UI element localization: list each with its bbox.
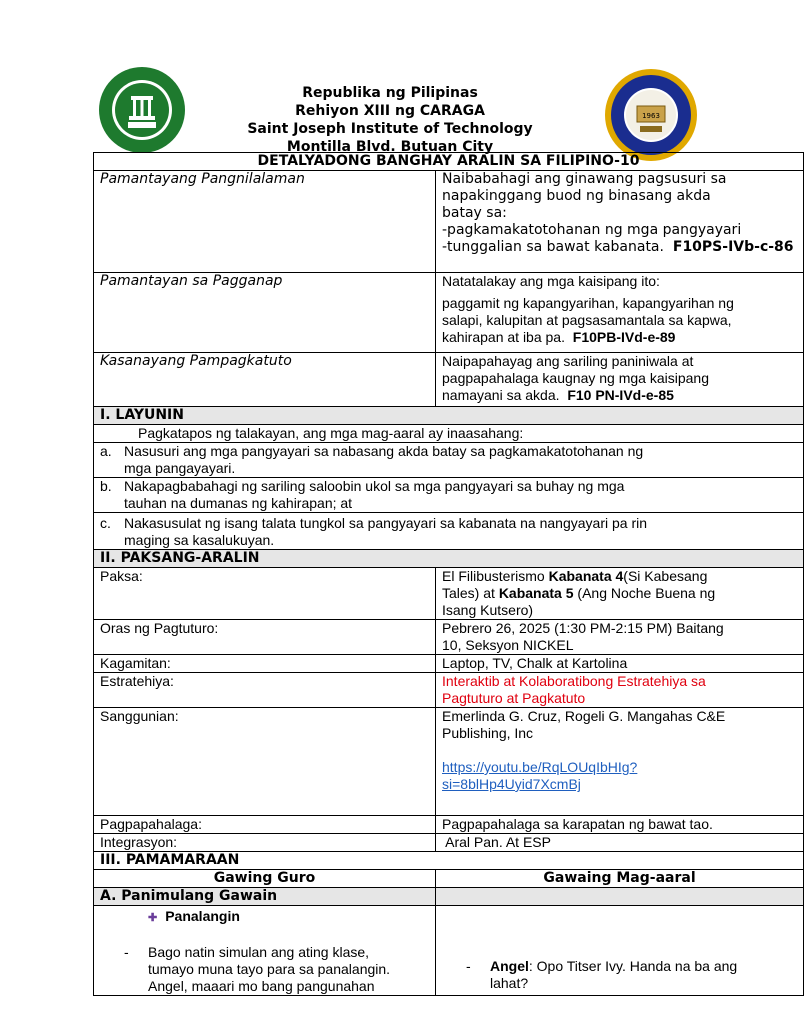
text-line: lahat? — [490, 975, 529, 991]
objective-row — [94, 513, 804, 550]
info-label: Estratehiya: — [94, 673, 436, 708]
document-title: DETALYADONG BANGHAY ARALIN SA FILIPINO-10 — [94, 153, 804, 171]
content-text: namayani sa akda. — [442, 387, 560, 403]
info-label: Kagamitan: — [94, 655, 436, 673]
school-seal-right-logo — [604, 68, 698, 162]
dash-bullet: - — [466, 958, 471, 974]
text-line: : Opo Titser Ivy. Handa na ba ang — [528, 958, 738, 974]
arrow-bullet-icon: ✚ — [148, 912, 158, 924]
title-row — [94, 153, 804, 171]
competency-code: F10PB-IVd-e-89 — [572, 329, 676, 345]
subsection-row — [94, 888, 804, 906]
standard-label: Pamantayang Pangnilalaman — [94, 171, 436, 273]
info-row — [94, 655, 804, 673]
info-text: Emerlinda G. Cruz, Rogeli G. Mangahas C&E — [442, 708, 726, 724]
standard-content — [436, 353, 804, 407]
info-text: (Ang Noche Buena ng — [573, 585, 716, 601]
info-text: Isang Kutsero) — [442, 602, 534, 618]
objective-text: tauhan na dumanas ng kahirapan; at — [124, 495, 353, 511]
info-value — [436, 673, 804, 708]
info-row — [94, 834, 804, 852]
info-row — [94, 673, 804, 708]
document-header — [240, 84, 540, 156]
info-text: Kabanata 4 — [548, 568, 624, 584]
list-marker: b. — [100, 478, 112, 494]
content-line: salapi, kalupitan at pagsasamantala sa kapwa, — [442, 312, 732, 328]
content-line: paggamit ng kapangyarihan, kapangyarihan ng — [442, 295, 734, 311]
standard-content — [436, 273, 804, 353]
info-row — [94, 816, 804, 834]
info-row — [94, 708, 804, 816]
header-line-3: Saint Joseph Institute of Technology — [247, 121, 533, 137]
standard-row — [94, 353, 804, 407]
svg-text:1963: 1963 — [642, 112, 660, 120]
list-marker: a. — [100, 443, 112, 459]
standard-label: Kasanayang Pampagkatuto — [94, 353, 436, 407]
dash-bullet: - — [124, 944, 129, 960]
magaaral-activity — [436, 906, 804, 996]
info-value: Aral Pan. At ESP — [436, 834, 804, 852]
competency-code: F10PS-IVb-c-86 — [672, 239, 794, 255]
info-label: Pagpapahalaga: — [94, 816, 436, 834]
info-label: Sanggunian: — [94, 708, 436, 816]
standard-label: Pamantayan sa Pagganap — [94, 273, 436, 353]
column-header-row — [94, 870, 804, 888]
info-text: Interaktib at Kolaboratibong Estratehiya sa — [442, 673, 706, 689]
objective-row — [94, 478, 804, 513]
text-line: Bago natin simulan ang ating klase, — [148, 944, 370, 960]
info-value: Laptop, TV, Chalk at Kartolina — [436, 655, 804, 673]
info-label: Paksa: — [94, 568, 436, 620]
header-line-4: Montilla Blvd. Butuan City — [286, 139, 494, 155]
objective-text: Nakapagbabahagi ng sariling saloobin ukol sa mga pangyayari sa buhay ng mga — [124, 478, 625, 494]
info-text: (Si Kabesang — [623, 568, 708, 584]
info-value — [436, 708, 804, 816]
content-line: napakinggang buod ng binasang akda — [442, 188, 711, 204]
link-text[interactable]: https://youtu.be/RqLOUqIbHIg? — [442, 759, 638, 775]
section-row — [94, 550, 804, 568]
info-row — [94, 620, 804, 655]
student-name: Angel — [490, 958, 529, 974]
info-text: Pagtuturo at Pagkatuto — [442, 690, 586, 706]
text-line: Angel, maaari mo bang pangunahan — [148, 978, 375, 994]
lesson-plan-table — [93, 152, 804, 996]
objective-text: maging sa kasalukuyan. — [124, 532, 275, 548]
content-line — [442, 329, 797, 346]
info-value — [436, 620, 804, 655]
section-heading-pamamaraan: III. PAMAMARAAN — [94, 852, 804, 870]
content-line: -pagkamakatotohanan ng mga pangyayari — [442, 222, 742, 238]
intro-row — [94, 425, 804, 443]
objective-row — [94, 443, 804, 478]
content-text: kahirapan at iba pa. — [442, 329, 565, 345]
info-label: Integrasyon: — [94, 834, 436, 852]
info-value: Pagpapahalaga sa karapatan ng bawat tao. — [436, 816, 804, 834]
content-line: Naipapahayag ang sariling paniniwala at — [442, 353, 694, 369]
school-seal-left-logo — [98, 66, 186, 154]
objective-text: Nasusuri ang mga pangyayari sa nabasang akda batay sa pagkamakatotohanan ng — [124, 443, 644, 459]
column-header-guro: Gawing Guro — [94, 870, 436, 888]
info-row — [94, 568, 804, 620]
content-line — [442, 239, 797, 256]
info-text: Kabanata 5 — [498, 585, 574, 601]
guro-activity — [94, 906, 436, 996]
youtube-link[interactable] — [442, 759, 797, 793]
text-line: tumayo muna tayo para sa panalangin. — [148, 961, 391, 977]
info-text: Pebrero 26, 2025 (1:30 PM-2:15 PM) Baitang — [442, 620, 724, 636]
info-text: 10, Seksyon NICKEL — [442, 637, 574, 653]
standard-row — [94, 171, 804, 273]
student-text — [490, 958, 737, 992]
link-text[interactable]: si=8blHp4Uyid7XcmBj — [442, 776, 581, 792]
standard-row — [94, 273, 804, 353]
content-line: pagpapahalaga kaugnay ng mga kaisipang — [442, 370, 709, 386]
column-header-magaaral: Gawaing Mag-aaral — [436, 870, 804, 888]
info-text: Tales) at — [442, 585, 499, 601]
info-label: Oras ng Pagtuturo: — [94, 620, 436, 655]
objective-text: Nakasusulat ng isang talata tungkol sa pangyayari sa kabanata na nangyayari pa rin — [124, 515, 648, 531]
standard-content — [436, 171, 804, 273]
guro-text — [148, 944, 390, 995]
info-text: El Filibusterismo — [442, 568, 549, 584]
content-line: batay sa: — [442, 205, 507, 221]
content-line: Naibabahagi ang ginawang pagsusuri sa — [442, 171, 727, 187]
section-row — [94, 852, 804, 870]
info-text: Publishing, Inc — [442, 725, 534, 741]
subsection-heading: A. Panimulang Gawain — [94, 888, 436, 906]
objective-text: mga pangayayari. — [124, 460, 236, 476]
header-line-1: Republika ng Pilipinas — [302, 85, 478, 101]
section-row — [94, 407, 804, 425]
activity-row — [94, 906, 804, 996]
section-heading-layunin: I. LAYUNIN — [94, 407, 804, 425]
content-text: -tunggalian sa bawat kabanata. — [442, 239, 664, 255]
header-line-2: Rehiyon XIII ng CARAGA — [295, 103, 485, 119]
list-marker: c. — [100, 515, 111, 531]
content-line: Natatalakay ang mga kaisipang ito: — [442, 273, 660, 289]
content-line — [442, 387, 797, 404]
competency-code: F10 PN-IVd-e-85 — [567, 387, 674, 403]
section-heading-paksang-aralin: II. PAKSANG-ARALIN — [94, 550, 804, 568]
layunin-intro: Pagkatapos ng talakayan, ang mga mag-aaral ay inaasahang: — [94, 425, 804, 443]
activity-title: Panalangin — [165, 908, 240, 924]
info-value — [436, 568, 804, 620]
